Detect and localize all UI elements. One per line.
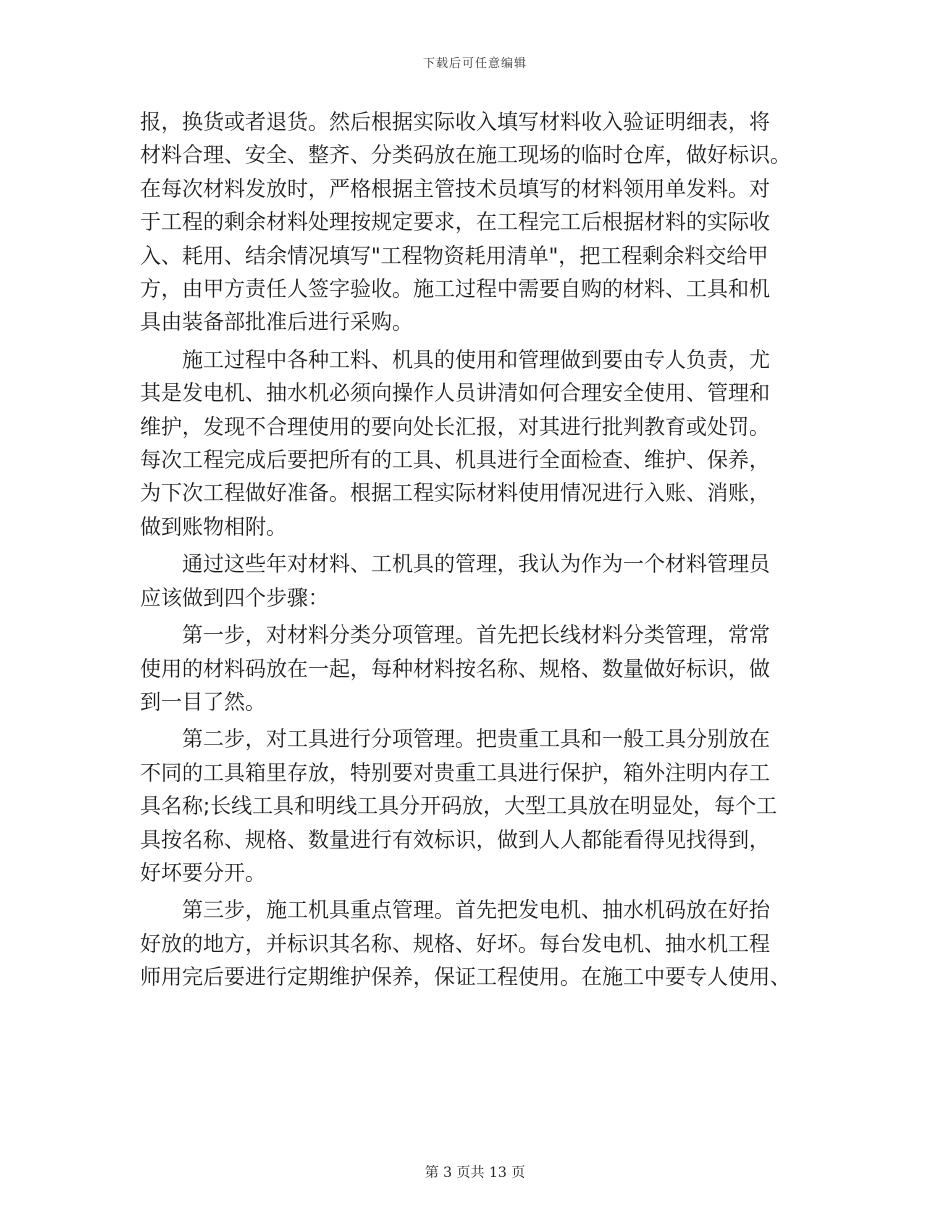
- text-line: 材料合理、安全、整齐、分类码放在施工现场的临时仓库，做好标识。: [140, 143, 791, 168]
- text-line: 第三步，施工机具重点管理。首先把发电机、抽水机码放在好抬: [140, 898, 770, 923]
- text-line: 具名称;长线工具和明线工具分开码放，大型工具放在明显处，每个工: [140, 794, 778, 819]
- text-line: 第二步，对工具进行分项管理。把贵重工具和一般工具分别放在: [140, 727, 770, 752]
- paragraph-5: [140, 723, 800, 890]
- page-footer: 第 3 页共 13 页: [424, 1165, 526, 1181]
- text-line: 施工过程中各种工料、机具的使用和管理做到要由专人负责，尤: [140, 347, 770, 372]
- text-line: 不同的工具箱里存放，特别要对贵重工具进行保护，箱外注明内存工: [140, 760, 770, 785]
- text-line: 好放的地方，并标识其名称、规格、好坏。每台发电机、抽水机工程: [140, 931, 770, 956]
- page-header: 下载后可任意编辑: [422, 56, 527, 70]
- text-line: 其是发电机、抽水机必须向操作人员讲清如何合理安全使用、管理和: [140, 381, 770, 406]
- paragraph-4: [140, 619, 800, 719]
- text-line: 具按名称、规格、数量进行有效标识，做到人人都能看得见找得到，: [140, 827, 770, 852]
- text-line: 通过这些年对材料、工机具的管理，我认为作为一个材料管理员: [140, 552, 770, 577]
- text-line: 为下次工程做好准备。根据工程实际材料使用情况进行入账、消账，: [140, 481, 770, 506]
- document-body: [140, 106, 800, 999]
- paragraph-6: [140, 894, 800, 994]
- text-line: 每次工程完成后要把所有的工具、机具进行全面检查、维护、保养，: [140, 448, 770, 473]
- text-line: 报，换货或者退货。然后根据实际收入填写材料收入验证明细表，将: [140, 110, 770, 134]
- text-line: 师用完后要进行定期维护保养，保证工程使用。在施工中要专人使用、: [140, 965, 791, 990]
- text-line: 使用的材料码放在一起，每种材料按名称、规格、数量做好标识，做: [140, 656, 770, 681]
- text-line: 入、耗用、结余情况填写"工程物资耗用清单"，把工程剩余料交给甲: [140, 243, 769, 268]
- paragraph-3: [140, 548, 800, 615]
- text-line: 方，由甲方责任人签字验收。施工过程中需要自购的材料、工具和机: [140, 277, 770, 302]
- text-line: 应该做到四个步骤：: [140, 585, 329, 610]
- paragraph-1: [140, 106, 800, 340]
- text-line: 维护，发现不合理使用的要向处长汇报，对其进行批判教育或处罚。: [140, 414, 770, 439]
- text-line: 具由装备部批准后进行采购。: [140, 310, 413, 335]
- text-line: 在每次材料发放时，严格根据主管技术员填写的材料领用单发料。对: [140, 176, 770, 201]
- text-line: 到一目了然。: [140, 689, 266, 714]
- text-line: 好坏要分开。: [140, 860, 266, 885]
- text-line: 做到账物相附。: [140, 514, 287, 539]
- text-line: 第一步，对材料分类分项管理。首先把长线材料分类管理，常常: [140, 623, 770, 648]
- text-line: 于工程的剩余材料处理按规定要求，在工程完工后根据材料的实际收: [140, 210, 770, 235]
- paragraph-2: [140, 344, 800, 544]
